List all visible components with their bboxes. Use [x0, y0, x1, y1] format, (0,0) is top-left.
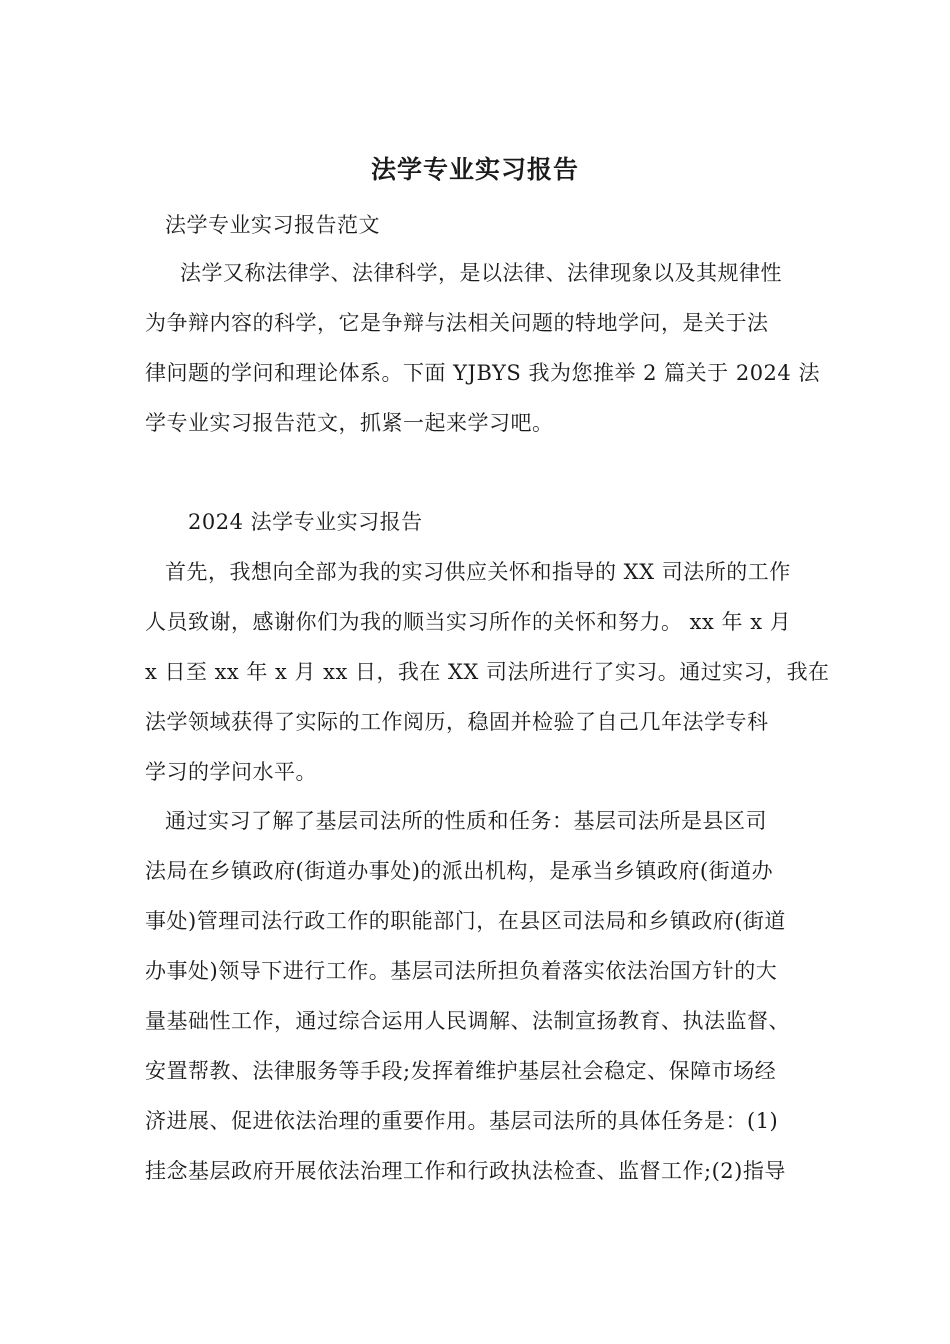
paragraph-line: 法学又称法律学、法律科学，是以法律、法律现象以及其规律性	[180, 261, 782, 285]
paragraph-line: x 日至 xx 年 x 月 xx 日，我在 XX 司法所进行了实习。通过实习，我在	[145, 660, 830, 684]
subtitle-line: 法学专业实习报告范文	[165, 213, 380, 237]
paragraph-line: 事处)管理司法行政工作的职能部门，在县区司法局和乡镇政府(街道	[145, 909, 786, 933]
paragraph-line: 学专业实习报告范文，抓紧一起来学习吧。	[145, 411, 554, 435]
paragraph-line: 法学领域获得了实际的工作阅历，稳固并检验了自己几年法学专科	[145, 710, 769, 734]
paragraph-line: 为争辩内容的科学，它是争辩与法相关问题的特地学问，是关于法	[145, 311, 769, 335]
paragraph-line: 律问题的学问和理论体系。下面 YJBYS 我为您推举 2 篇关于 2024 法	[145, 361, 820, 385]
paragraph-line: 法局在乡镇政府(街道办事处)的派出机构，是承当乡镇政府(街道办	[145, 859, 774, 883]
paragraph-line: 首先，我想向全部为我的实习供应关怀和指导的 XX 司法所的工作	[165, 560, 791, 584]
paragraph-line: 量基础性工作，通过综合运用人民调解、法制宣扬教育、执法监督、	[145, 1009, 790, 1033]
section-heading: 2024 法学专业实习报告	[188, 510, 423, 534]
paragraph-line: 办事处)领导下进行工作。基层司法所担负着落实依法治国方针的大	[145, 959, 778, 983]
document-title: 法学专业实习报告	[370, 155, 579, 184]
paragraph-line: 人员致谢，感谢你们为我的顺当实习所作的关怀和努力。 xx 年 x 月	[145, 610, 792, 634]
paragraph-line: 济进展、促进依法治理的重要作用。基层司法所的具体任务是：(1)	[145, 1109, 779, 1133]
paragraph-line: 学习的学问水平。	[145, 760, 317, 784]
paragraph-line: 挂念基层政府开展依法治理工作和行政执法检查、监督工作;(2)指导	[145, 1159, 786, 1183]
paragraph-line: 通过实习了解了基层司法所的性质和任务：基层司法所是县区司	[165, 809, 767, 833]
paragraph-line: 安置帮教、法律服务等手段;发挥着维护基层社会稳定、保障市场经	[145, 1059, 777, 1083]
